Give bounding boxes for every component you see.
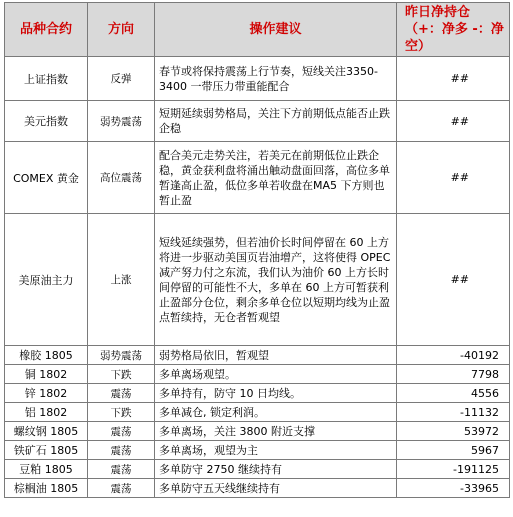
row-advice: 弱势格局依旧，暂观望 [155, 346, 397, 365]
row-name: COMEX 黄金 [5, 142, 88, 214]
row-name: 螺纹钢 1805 [5, 422, 88, 441]
row-direction: 震荡 [88, 441, 155, 460]
row-advice: 多单减仓, 锁定利润。 [155, 403, 397, 422]
row-name: 锌 1802 [5, 384, 88, 403]
row-advice: 多单持有，防守 10 日均线。 [155, 384, 397, 403]
header-position: 昨日净持仓（+：净多 -：净空） [397, 3, 510, 57]
table-row [5, 57, 510, 101]
row-advice: 短期延续弱势格局，关注下方前期低点能否止跌企稳 [155, 101, 397, 142]
row-advice: 春节或将保持震荡上行节奏，短线关注3350-3400 一带压力带重能配合 [155, 57, 397, 101]
row-advice: 多单离场，关注 3800 附近支撑 [155, 422, 397, 441]
row-direction: 下跌 [88, 365, 155, 384]
row-advice: 短线延续强势，但若油价长时间停留在 60 上方将进一步驱动美国页岩油增产，这将使得 OPEC 减产努力付之东流，我们认为油价 60 上方长时间停留的可能性不大，多单在 60 上方可暂获利止盈部分仓位，剩余多单仓位以短期均线为止盈点暂续持，无仓者暂观望 [155, 214, 397, 346]
table-row [5, 101, 510, 142]
row-position: -33965 [397, 479, 510, 498]
row-advice: 多单防守 2750 继续持有 [155, 460, 397, 479]
row-position: 4556 [397, 384, 510, 403]
row-direction: 震荡 [88, 422, 155, 441]
row-name: 豆粕 1805 [5, 460, 88, 479]
row-name: 美原油主力 [5, 214, 88, 346]
row-direction: 高位震荡 [88, 142, 155, 214]
table-row [5, 441, 510, 460]
header-direction: 方向 [88, 3, 155, 57]
row-name: 上证指数 [5, 57, 88, 101]
row-position: 5967 [397, 441, 510, 460]
strategy-table-container [4, 2, 509, 498]
table-row [5, 214, 510, 346]
row-position: ## [397, 214, 510, 346]
row-name: 铜 1802 [5, 365, 88, 384]
row-direction: 反弹 [88, 57, 155, 101]
header-row [5, 3, 510, 57]
row-direction: 弱势震荡 [88, 346, 155, 365]
row-position: 53972 [397, 422, 510, 441]
row-name: 棕榈油 1805 [5, 479, 88, 498]
row-position: -11132 [397, 403, 510, 422]
row-position: 7798 [397, 365, 510, 384]
row-name: 橡胶 1805 [5, 346, 88, 365]
row-advice: 多单离场，观望为主 [155, 441, 397, 460]
strategy-table [4, 2, 510, 498]
table-row [5, 479, 510, 498]
row-advice: 多单离场观望。 [155, 365, 397, 384]
row-name: 美元指数 [5, 101, 88, 142]
row-position: -191125 [397, 460, 510, 479]
row-direction: 震荡 [88, 460, 155, 479]
row-direction: 震荡 [88, 384, 155, 403]
table-row [5, 460, 510, 479]
row-direction: 下跌 [88, 403, 155, 422]
row-direction: 上涨 [88, 214, 155, 346]
row-direction: 弱势震荡 [88, 101, 155, 142]
table-row [5, 403, 510, 422]
row-advice: 多单防守五天线继续持有 [155, 479, 397, 498]
header-advice: 操作建议 [155, 3, 397, 57]
table-row [5, 346, 510, 365]
table-row [5, 422, 510, 441]
row-name: 铝 1802 [5, 403, 88, 422]
row-name: 铁矿石 1805 [5, 441, 88, 460]
row-direction: 震荡 [88, 479, 155, 498]
row-position: ## [397, 101, 510, 142]
table-row [5, 365, 510, 384]
row-position: ## [397, 142, 510, 214]
header-variety: 品种合约 [5, 3, 88, 57]
row-position: -40192 [397, 346, 510, 365]
row-position: ## [397, 57, 510, 101]
row-advice: 配合美元走势关注，若美元在前期低位止跌企稳，黄金获利盘将涌出触动盘面回落，高位多单暂逢高止盈，低位多单若收盘在MA5 下方则也暂止盈 [155, 142, 397, 214]
table-row [5, 142, 510, 214]
table-row [5, 384, 510, 403]
